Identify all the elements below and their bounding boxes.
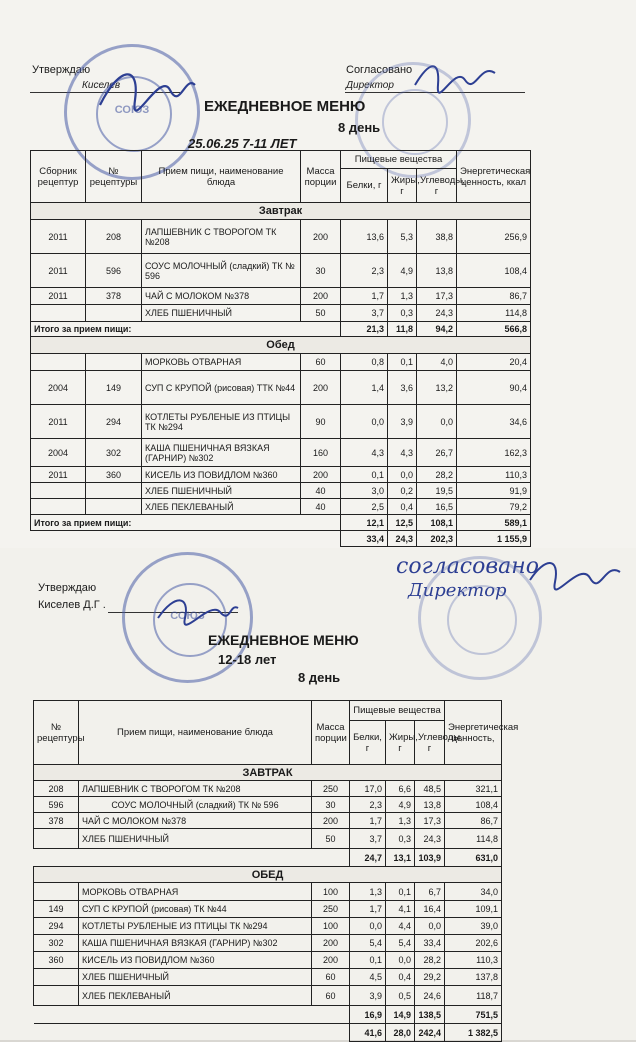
table-row: ХЛЕБ ПШЕНИЧНЫЙ 40 3,0 0,2 19,5 91,9 xyxy=(31,483,531,499)
table-row: 2011 208 ЛАПШЕВНИК С ТВОРОГОМ ТК №208 200 13,6 5,3 38,8 256,9 xyxy=(31,220,531,254)
page-title-2: ЕЖЕДНЕВНОЕ МЕНЮ xyxy=(208,632,359,648)
header-recipe-no-2: № рецептуры xyxy=(34,701,79,765)
lunch-rows xyxy=(31,354,531,515)
section-breakfast: Завтрак xyxy=(31,203,531,220)
table-row: МОРКОВЬ ОТВАРНАЯ 100 1,3 0,1 6,7 34,0 xyxy=(34,883,502,901)
header-dish-2: Прием пищи, наименование блюда xyxy=(79,701,312,765)
approver-name-2: Киселев Д.Г . xyxy=(38,599,106,611)
director-label: Директор xyxy=(346,80,394,91)
day-label: 8 день xyxy=(338,120,381,135)
approve-label-2: Утверждаю xyxy=(38,582,97,594)
day-total-row: 33,4 24,3 202,3 1 155,9 xyxy=(31,531,531,547)
approver-signature-icon xyxy=(90,60,200,120)
lunch-rows-2 xyxy=(34,883,502,1006)
header-carbs: Углеводы, г xyxy=(417,169,457,203)
faint-stamp-icon xyxy=(418,556,542,680)
lunch-total-row: Итого за прием пищи: 12,1 12,5 108,1 589,1 xyxy=(31,515,531,531)
table-row: 294 КОТЛЕТЫ РУБЛЕНЫЕ ИЗ ПТИЦЫ ТК №294 100 0,0 4,4 0,0 39,0 xyxy=(34,918,502,935)
menu-sheet-12-18 xyxy=(0,548,636,1040)
table-row: 2004 302 КАША ПШЕНИЧНАЯ ВЯЗКАЯ (ГАРНИР) №302 160 4,3 4,3 26,7 162,3 xyxy=(31,439,531,467)
table-row: 208 ЛАПШЕВНИК С ТВОРОГОМ ТК №208 250 17,0 6,6 48,5 321,1 xyxy=(34,781,502,797)
table-row: 2011 294 КОТЛЕТЫ РУБЛЕНЫЕ ИЗ ПТИЦЫ ТК №294 90 0,0 3,9 0,0 34,6 xyxy=(31,405,531,439)
menu-table-12-18 xyxy=(33,700,519,1042)
table-row: ХЛЕБ ПШЕНИЧНЫЙ 50 3,7 0,3 24,3 114,8 xyxy=(31,305,531,322)
header-collection: Сборник рецептур xyxy=(31,151,86,203)
section-lunch: Обед xyxy=(31,337,531,354)
header-mass-2: Масса порции xyxy=(312,701,350,765)
table-row: 2011 378 ЧАЙ С МОЛОКОМ №378 200 1,7 1,3 17,3 86,7 xyxy=(31,288,531,305)
header-fat-2: Жиры, г xyxy=(386,721,415,765)
table-row: 2011 596 СОУС МОЛОЧНЫЙ (сладкий) ТК № 596 30 2,3 4,9 13,8 108,4 xyxy=(31,254,531,288)
header-carbs-2: Углеводы, г xyxy=(415,721,445,765)
header-protein-2: Белки, г xyxy=(350,721,386,765)
breakfast-total-row-2: 24,7 13,1 103,9 631,0 xyxy=(34,849,502,867)
table-row: 302 КАША ПШЕНИЧНАЯ ВЯЗКАЯ (ГАРНИР) №302 200 5,4 5,4 33,4 202,6 xyxy=(34,935,502,952)
section-breakfast-2: ЗАВТРАК xyxy=(34,765,502,781)
round-stamp-icon: СОЮЗ xyxy=(64,44,200,180)
table-row: ХЛЕБ ПШЕНИЧНЫЙ 60 4,5 0,4 29,2 137,8 xyxy=(34,969,502,986)
header-nutrients-2: Пищевые вещества xyxy=(350,701,445,721)
header-dish: Прием пищи, наименование блюда xyxy=(142,151,301,203)
director-signature-icon xyxy=(525,552,625,592)
menu-table-7-11 xyxy=(30,150,531,547)
section-lunch-2: ОБЕД xyxy=(34,867,502,883)
date-age-label: 25.06.25 7-11 ЛЕТ xyxy=(188,136,297,151)
lunch-total-row-2: 16,9 14,9 138,5 751,5 xyxy=(34,1006,502,1024)
header-mass: Масса порции xyxy=(301,151,341,203)
breakfast-rows xyxy=(31,220,531,322)
age-label-2: 12-18 лет xyxy=(218,652,277,667)
breakfast-rows-2 xyxy=(34,781,502,849)
table-row: 2004 149 СУП С КРУПОЙ (рисовая) ТТК №44 200 1,4 3,6 13,2 90,4 xyxy=(31,371,531,405)
header-nutrients: Пищевые вещества xyxy=(341,151,457,169)
breakfast-total-row: Итого за прием пищи: 21,3 11,8 94,2 566,8 xyxy=(31,322,531,337)
approve-label: Утверждаю xyxy=(32,64,91,76)
table-row: 149 СУП С КРУПОЙ (рисовая) ТК №44 250 1,7 4,1 16,4 109,1 xyxy=(34,901,502,918)
table-row: 596 СОУС МОЛОЧНЫЙ (сладкий) ТК № 596 30 2,3 4,9 13,8 108,4 xyxy=(34,797,502,813)
approver-name: Киселев xyxy=(82,80,121,91)
header-fat: Жиры, г xyxy=(388,169,417,203)
table-row: ХЛЕБ ПЕКЛЕВАНЫЙ 60 3,9 0,5 24,6 118,7 xyxy=(34,986,502,1006)
header-recipe-no: № рецептуры xyxy=(86,151,142,203)
approver-signature-icon xyxy=(150,588,240,628)
table-row: 2011 360 КИСЕЛЬ ИЗ ПОВИДЛОМ №360 200 0,1 0,0 28,2 110,3 xyxy=(31,467,531,483)
round-stamp-icon: СОЮЗ xyxy=(122,552,253,683)
table-row: 378 ЧАЙ С МОЛОКОМ №378 200 1,7 1,3 17,3 86,7 xyxy=(34,813,502,829)
day-total-row-2: 41,6 28,0 242,4 1 382,5 xyxy=(34,1024,502,1042)
table-row: ХЛЕБ ПШЕНИЧНЫЙ 50 3,7 0,3 24,3 114,8 xyxy=(34,829,502,849)
agreed-handwritten: согласовано xyxy=(396,554,540,579)
header-energy: Энергетическая ценность, ккал xyxy=(457,151,531,203)
day-label-2: 8 день xyxy=(298,670,341,685)
table-row: МОРКОВЬ ОТВАРНАЯ 60 0,8 0,1 4,0 20,4 xyxy=(31,354,531,371)
page-title: ЕЖЕДНЕВНОЕ МЕНЮ xyxy=(204,98,366,115)
table-row: 360 КИСЕЛЬ ИЗ ПОВИДЛОМ №360 200 0,1 0,0 28,2 110,3 xyxy=(34,952,502,969)
table-row: ХЛЕБ ПЕКЛЕВАНЫЙ 40 2,5 0,4 16,5 79,2 xyxy=(31,499,531,515)
director-handwritten: Директор xyxy=(408,580,507,601)
header-protein: Белки, г xyxy=(341,169,388,203)
agreed-label: Согласовано xyxy=(346,64,413,76)
header-energy-2: Энергетическая ценность, xyxy=(445,701,502,765)
